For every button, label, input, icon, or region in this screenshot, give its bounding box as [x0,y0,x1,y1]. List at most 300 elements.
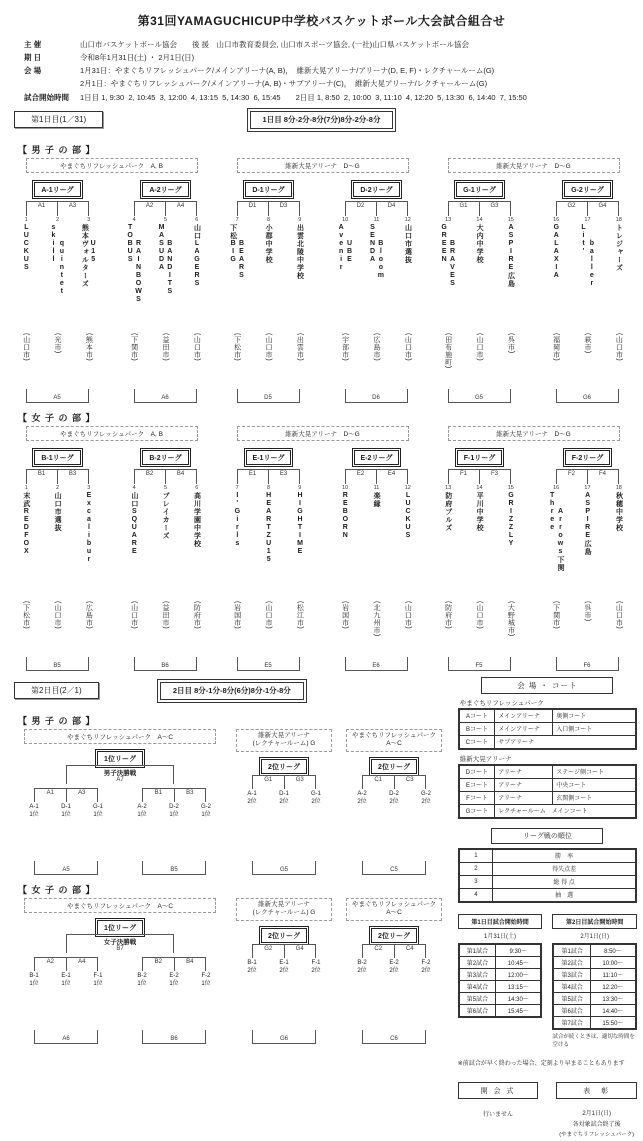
court-row [459,735,636,749]
seed-league: E-1 [61,972,71,979]
bracket-bottom [362,861,426,875]
team-city [373,601,380,657]
team-number: 15 [507,216,514,223]
teams-row [222,485,316,657]
court-table [458,764,637,819]
game-label: B1 [142,788,174,802]
team-name-line: 小郡中学校 [265,223,273,264]
team-name-line: 熊本ヴォルターズ [81,223,89,288]
team-number: 7 [235,484,239,491]
team-name [50,224,66,332]
team-number: 8 [266,484,271,491]
seed-slot [126,803,158,819]
team-number: 17 [584,216,591,223]
court-cell: Dコート [459,765,495,779]
schedule-row [459,944,542,957]
seed-rank: 2位 [421,798,431,805]
schedule-cell: 14:30～ [496,992,542,1004]
team-name-line: LUCKUS [404,491,412,540]
team [150,217,181,389]
team-city-text: (山口市) [404,332,412,361]
team-number: 11 [373,216,380,223]
game-label: A5 [62,866,70,873]
page-title: 第31回YAMAGUCHICUP中学校バスケットボール大会試合組合せ [137,14,506,28]
league-row [10,177,213,403]
team-number: 18 [615,216,622,223]
team-number: 1 [24,484,28,491]
team-city [476,333,483,389]
seed-rank: 2位 [389,798,399,805]
schedule-cell: 10:00～ [590,956,636,968]
league-name-wrap [433,179,527,195]
game-label: B1 [26,469,57,484]
league-row [10,445,213,671]
team-name-line: 楽縁 [373,491,381,508]
league-name-box: E-2リーグ [354,450,400,465]
team-number: 10 [342,216,349,223]
ranking-row [459,875,636,888]
schedule-row [553,956,636,968]
team [284,217,315,389]
league-name-box: B-2リーグ [142,450,188,465]
header-info-row [24,77,637,90]
team-city-text: (岩国市) [233,600,241,629]
bracket-bottom [362,1030,426,1044]
team-city [342,333,349,389]
team-number: 13 [445,484,452,491]
team-name-line: UBE [346,239,353,264]
team-name-line: Avenir [337,223,345,272]
game-label: C1 [362,775,394,789]
seed-league: F-2 [201,972,211,979]
opening-ceremony-title: 開 会 式 [458,1082,539,1099]
ranking-row [459,862,636,875]
bracket-block [346,775,442,806]
seed-league: A-1 [29,803,39,810]
team [11,217,42,389]
team-number: 16 [553,216,560,223]
team-name-line: BRAVES [449,239,456,288]
court-cell: アリーナ [495,791,553,804]
team [495,217,526,389]
team-name-line: RAINBOWS [135,239,142,304]
seed-league: G-2 [200,803,211,810]
league-A-2リーグ [119,177,213,403]
team-city-text: (出雲市) [296,332,304,361]
venue-group [221,426,424,671]
team-name-line: 山口LAGERS [193,223,201,288]
team [119,485,150,657]
venue-label [236,898,332,921]
court-row [459,778,636,791]
seed-league: E-1 [279,959,289,966]
team-city [553,333,560,389]
schedule-tables [458,914,637,1050]
team-name [54,492,61,600]
team-city-text: (呉市) [507,332,515,354]
game-label: A4 [66,957,99,971]
venue-groups [10,158,635,403]
teams-row [11,485,105,657]
bracket-bottom [26,657,89,671]
schedule-cell: 第1試合 [553,944,590,957]
header-info-text: 令和8年1月31日(土) ・ 2月1日(日) [80,53,195,63]
venue-table-label: 維新大晃アリーナ [459,755,512,763]
court-cell: 入口側コート [553,722,636,735]
bracket-pair [18,953,222,988]
schedule-row [553,1016,636,1029]
team [11,485,42,657]
seed-rank: 1位 [169,811,179,818]
league-label-wrap [18,748,222,763]
seed-rank: 1位 [201,811,211,818]
second-place-block [236,729,332,875]
team [42,485,73,657]
team-number: 4 [132,484,136,491]
team-name-line: 秋穂中学校 [615,491,623,532]
schedule-title: 第2日目試合開始時間 [552,914,637,929]
venue-label [346,729,442,752]
schedule-title: 第1日目試合開始時間 [458,914,543,929]
seed-slot [236,790,268,806]
bracket-top [34,788,98,802]
team-city-text: (山口市) [130,600,138,629]
seed-slot [50,972,82,988]
venue-label-line: 維新大晃アリーナ [258,731,310,739]
seed-rank: 2位 [247,967,257,974]
game-label: B3 [174,788,207,802]
venue-label: やまぐちリフレッシュパーク A, B [26,426,198,441]
game-label: B4 [165,469,197,484]
day1-section [6,143,637,403]
game-label: E6 [372,662,380,669]
game-label: C2 [362,944,394,958]
bracket-bottom [448,389,511,403]
schedule-row [553,980,636,992]
schedule-row [553,944,636,957]
team-city-text: (広島市) [85,600,93,629]
game-label: E1 [237,469,268,484]
venue-label-line: A～C [386,740,402,748]
team-name-line: SENDA [368,223,376,264]
seed-league: B-2 [357,959,367,966]
header-info-label: 試合開始時間 [24,92,69,102]
team-number: 14 [476,484,483,491]
court-cell: レクチャールーム メインコート [495,804,636,818]
team-name-line: baller [588,239,596,288]
team-name-line: 出雲北陵中学校 [296,223,304,280]
game-label: G6 [582,394,591,401]
game-label: A4 [165,201,197,216]
game-label: B2 [134,469,165,484]
league-label: 1位リーグ [97,751,143,766]
team-name [584,492,591,600]
seed-slot [190,803,222,819]
league-D-2リーグ [330,177,424,403]
bottom-bracket-row [18,1030,222,1044]
team-city-text: (下関市) [552,600,560,629]
ceremony-awards-row [458,1082,637,1140]
court-cell: Gコート [459,804,495,818]
league-name-box: D-1リーグ [245,182,291,197]
team-name [476,492,483,600]
second-place-block [346,898,442,1044]
teams-row [541,217,635,389]
seed-league: B-1 [29,972,39,979]
court-row [459,791,636,804]
league-A-1リーグ [11,177,105,403]
league-name-wrap [222,179,316,195]
bracket-pair [18,784,222,819]
team-name-line: 高川学園中学校 [193,491,201,548]
venue-tables [458,698,637,819]
court-cell: Eコート [459,778,495,791]
final-title: 女子決勝戦 [103,938,137,946]
teams-row [11,217,105,389]
team-number: 13 [445,216,452,223]
game-label: G1 [448,201,479,216]
first-place-block [18,729,222,875]
venue-groups [10,426,635,671]
seed-league: D-2 [169,803,179,810]
bottom-bracket-row [18,861,222,875]
team-name [337,224,353,332]
final-game: A7 [116,776,124,783]
team-name [22,492,29,600]
seed-league: F-1 [93,972,103,979]
team [150,485,181,657]
team-name-line: ブレイカーズ [162,491,170,540]
day2-brackets [6,675,458,1141]
game-label: G1 [252,775,284,789]
schedule-cell: 11:10～ [590,968,636,980]
ranking-row [459,849,636,863]
game-label: A3 [66,788,99,802]
team [361,485,392,657]
first-place-block [18,898,222,1044]
schedule-cell: 第2試合 [553,956,590,968]
bracket-bottom [237,657,300,671]
bracket-block [126,957,222,988]
awards-line: (やまぐちリフレッシュパーク) [559,1131,635,1138]
league-G-2リーグ [541,177,635,403]
schedule-note: 試合が続くときは、適切な時間を空ける [552,1033,635,1048]
bracket-bottom [556,389,619,403]
league-B-2リーグ [119,445,213,671]
slots-row [346,959,442,975]
team-name [615,224,622,332]
team-city [162,601,169,657]
bracket-top [448,469,511,484]
game-label: D3 [268,201,300,216]
team-number: 16 [553,484,560,491]
game-label: E4 [376,469,408,484]
team [42,217,73,389]
league-row [432,177,635,403]
seed-slot [158,972,190,988]
schedule-cell: 第6試合 [459,1004,496,1017]
team-name [476,224,483,332]
team-number: 9 [298,484,302,491]
teams-row [433,217,527,389]
team-city-text: (防府市) [444,600,452,629]
ranking-cell: 1 [459,849,493,863]
team-city-text: (益田市) [161,332,169,361]
game-label: B6 [161,662,169,669]
team-city [193,601,200,657]
sidebar [458,675,637,1141]
seed-league: F-2 [421,959,431,966]
team-city [584,333,591,389]
bracket-bottom [142,861,206,875]
team-city-text: (呉市) [583,600,591,622]
team-name-line: GALAXIA [552,223,560,280]
team-city [54,601,61,657]
seed-rank: 1位 [93,811,103,818]
team-number: 4 [132,216,136,223]
team-number: 12 [404,484,411,491]
ranking-cell: 2 [459,862,493,875]
team [181,217,212,389]
league-name-wrap [330,179,424,195]
game-label: E5 [264,662,272,669]
game-label: B2 [142,957,174,971]
game-label: C3 [394,775,427,789]
seed-league: A-1 [247,790,257,797]
game-label: A6 [62,1035,70,1042]
bracket-bottom [237,389,300,403]
team-city-text: (山口市) [475,332,483,361]
league-label-wrap [236,925,332,940]
bracket-block [126,788,222,819]
team-number: 18 [615,484,622,491]
team-name-line: 山口市選抜 [54,491,62,532]
league-name-box: F-2リーグ [565,450,611,465]
team-name-line: BANDITS [166,239,174,296]
team [253,485,284,657]
schedule-cell: 8:50～ [590,944,636,957]
game-label: D1 [237,201,268,216]
schedule-cell: 13:15～ [496,980,542,992]
day1-tag: 第1日目(1／31) [14,111,103,128]
header-info-row [24,51,637,64]
bracket-bottom [345,657,408,671]
team-number: 14 [476,216,483,223]
bracket-top [34,957,98,971]
bracket-block [236,775,332,806]
seed-rank: 2位 [311,798,321,805]
seed-league: E-2 [389,959,399,966]
day1-time-format: 1日目 8分-2分-8分(7分)8分-2分-8分 [250,111,394,129]
schedule-cell: 13:30～ [590,992,636,1004]
seed-slot [18,803,50,819]
game-label: B6 [170,1035,178,1042]
header-info-row [24,38,637,51]
game-label: D4 [376,201,408,216]
venue-group [432,158,635,403]
bracket-block [18,788,114,819]
team-number: 5 [163,484,168,491]
court-cell: Cコート [459,735,495,749]
team-number: 7 [235,216,239,223]
court-cell: アリーナ [495,778,553,791]
team-city [553,601,560,657]
ranking-cell: 3 [459,875,493,888]
seed-slot [158,803,190,819]
team-name [233,492,240,600]
venue-label: やまぐちリフレッシュパーク A～C [24,729,216,744]
team-city-text: (防府市) [193,600,201,629]
bracket-top [26,469,89,484]
game-label: A5 [53,394,61,401]
game-label: F4 [587,469,619,484]
schedule-cell: 14:40～ [590,1004,636,1016]
team [73,217,104,389]
game-label: A3 [57,201,89,216]
seed-rank: 1位 [61,811,71,818]
team-number: 6 [195,216,199,223]
second-place-block [236,898,332,1044]
team-name-line: I'Girls [233,491,241,548]
seed-rank: 1位 [29,811,39,818]
header-info-text: 山口市バスケットボール協会 後 援 山口市教育委員会, 山口市スポーツ協会, (一社)山口県バスケットボール協会 [80,40,470,49]
game-label: D6 [372,394,380,401]
bracket-bottom [26,389,89,403]
awards-line: 2月1日(日) [582,1111,612,1118]
ranking-table [458,848,637,903]
league-name-wrap [11,447,105,463]
schedule-date: 1月31日(土) [484,934,517,941]
team-city-text: (山口市) [193,332,201,361]
team [572,217,603,389]
venue-label-line: (レクチャールーム) G [252,909,316,917]
team [330,217,361,389]
team-name-line: ASPIRE広島 [507,223,515,288]
second-place-block [346,729,442,875]
court-cell: Aコート [459,709,495,723]
teams-row [119,485,213,657]
seed-slot [410,790,442,806]
ranking-cell: 勝 率 [493,849,636,863]
team-number: 15 [507,484,514,491]
day1-header-row [6,111,637,135]
league-name-box: A-1リーグ [34,182,80,197]
schedule-cell: 15:50～ [590,1016,636,1029]
team-city-text: (山口市) [264,600,272,629]
court-cell: Bコート [459,722,495,735]
seed-league: D-1 [61,803,71,810]
league-name-box: A-2リーグ [142,182,188,197]
team [73,485,104,657]
ranking-row [459,888,636,902]
team-name [507,224,514,332]
teams-row [541,485,635,657]
venue-label: やまぐちリフレッシュパーク A～C [24,898,216,913]
team-name-line: LUCKUS [22,223,30,272]
team-city-text: (大野城市) [507,600,515,637]
venue-group [221,158,424,403]
league-row [221,445,424,671]
schedule-row [459,980,542,992]
team-name-line: skill [49,223,57,264]
bracket-top [142,957,206,971]
slots-row [346,790,442,806]
team-name-line: TOBUS [126,223,134,264]
schedule-date: 2月1日(日) [580,934,610,941]
venue-group [10,158,213,403]
header-info-row [24,91,637,104]
seed-rank: 1位 [201,980,211,987]
